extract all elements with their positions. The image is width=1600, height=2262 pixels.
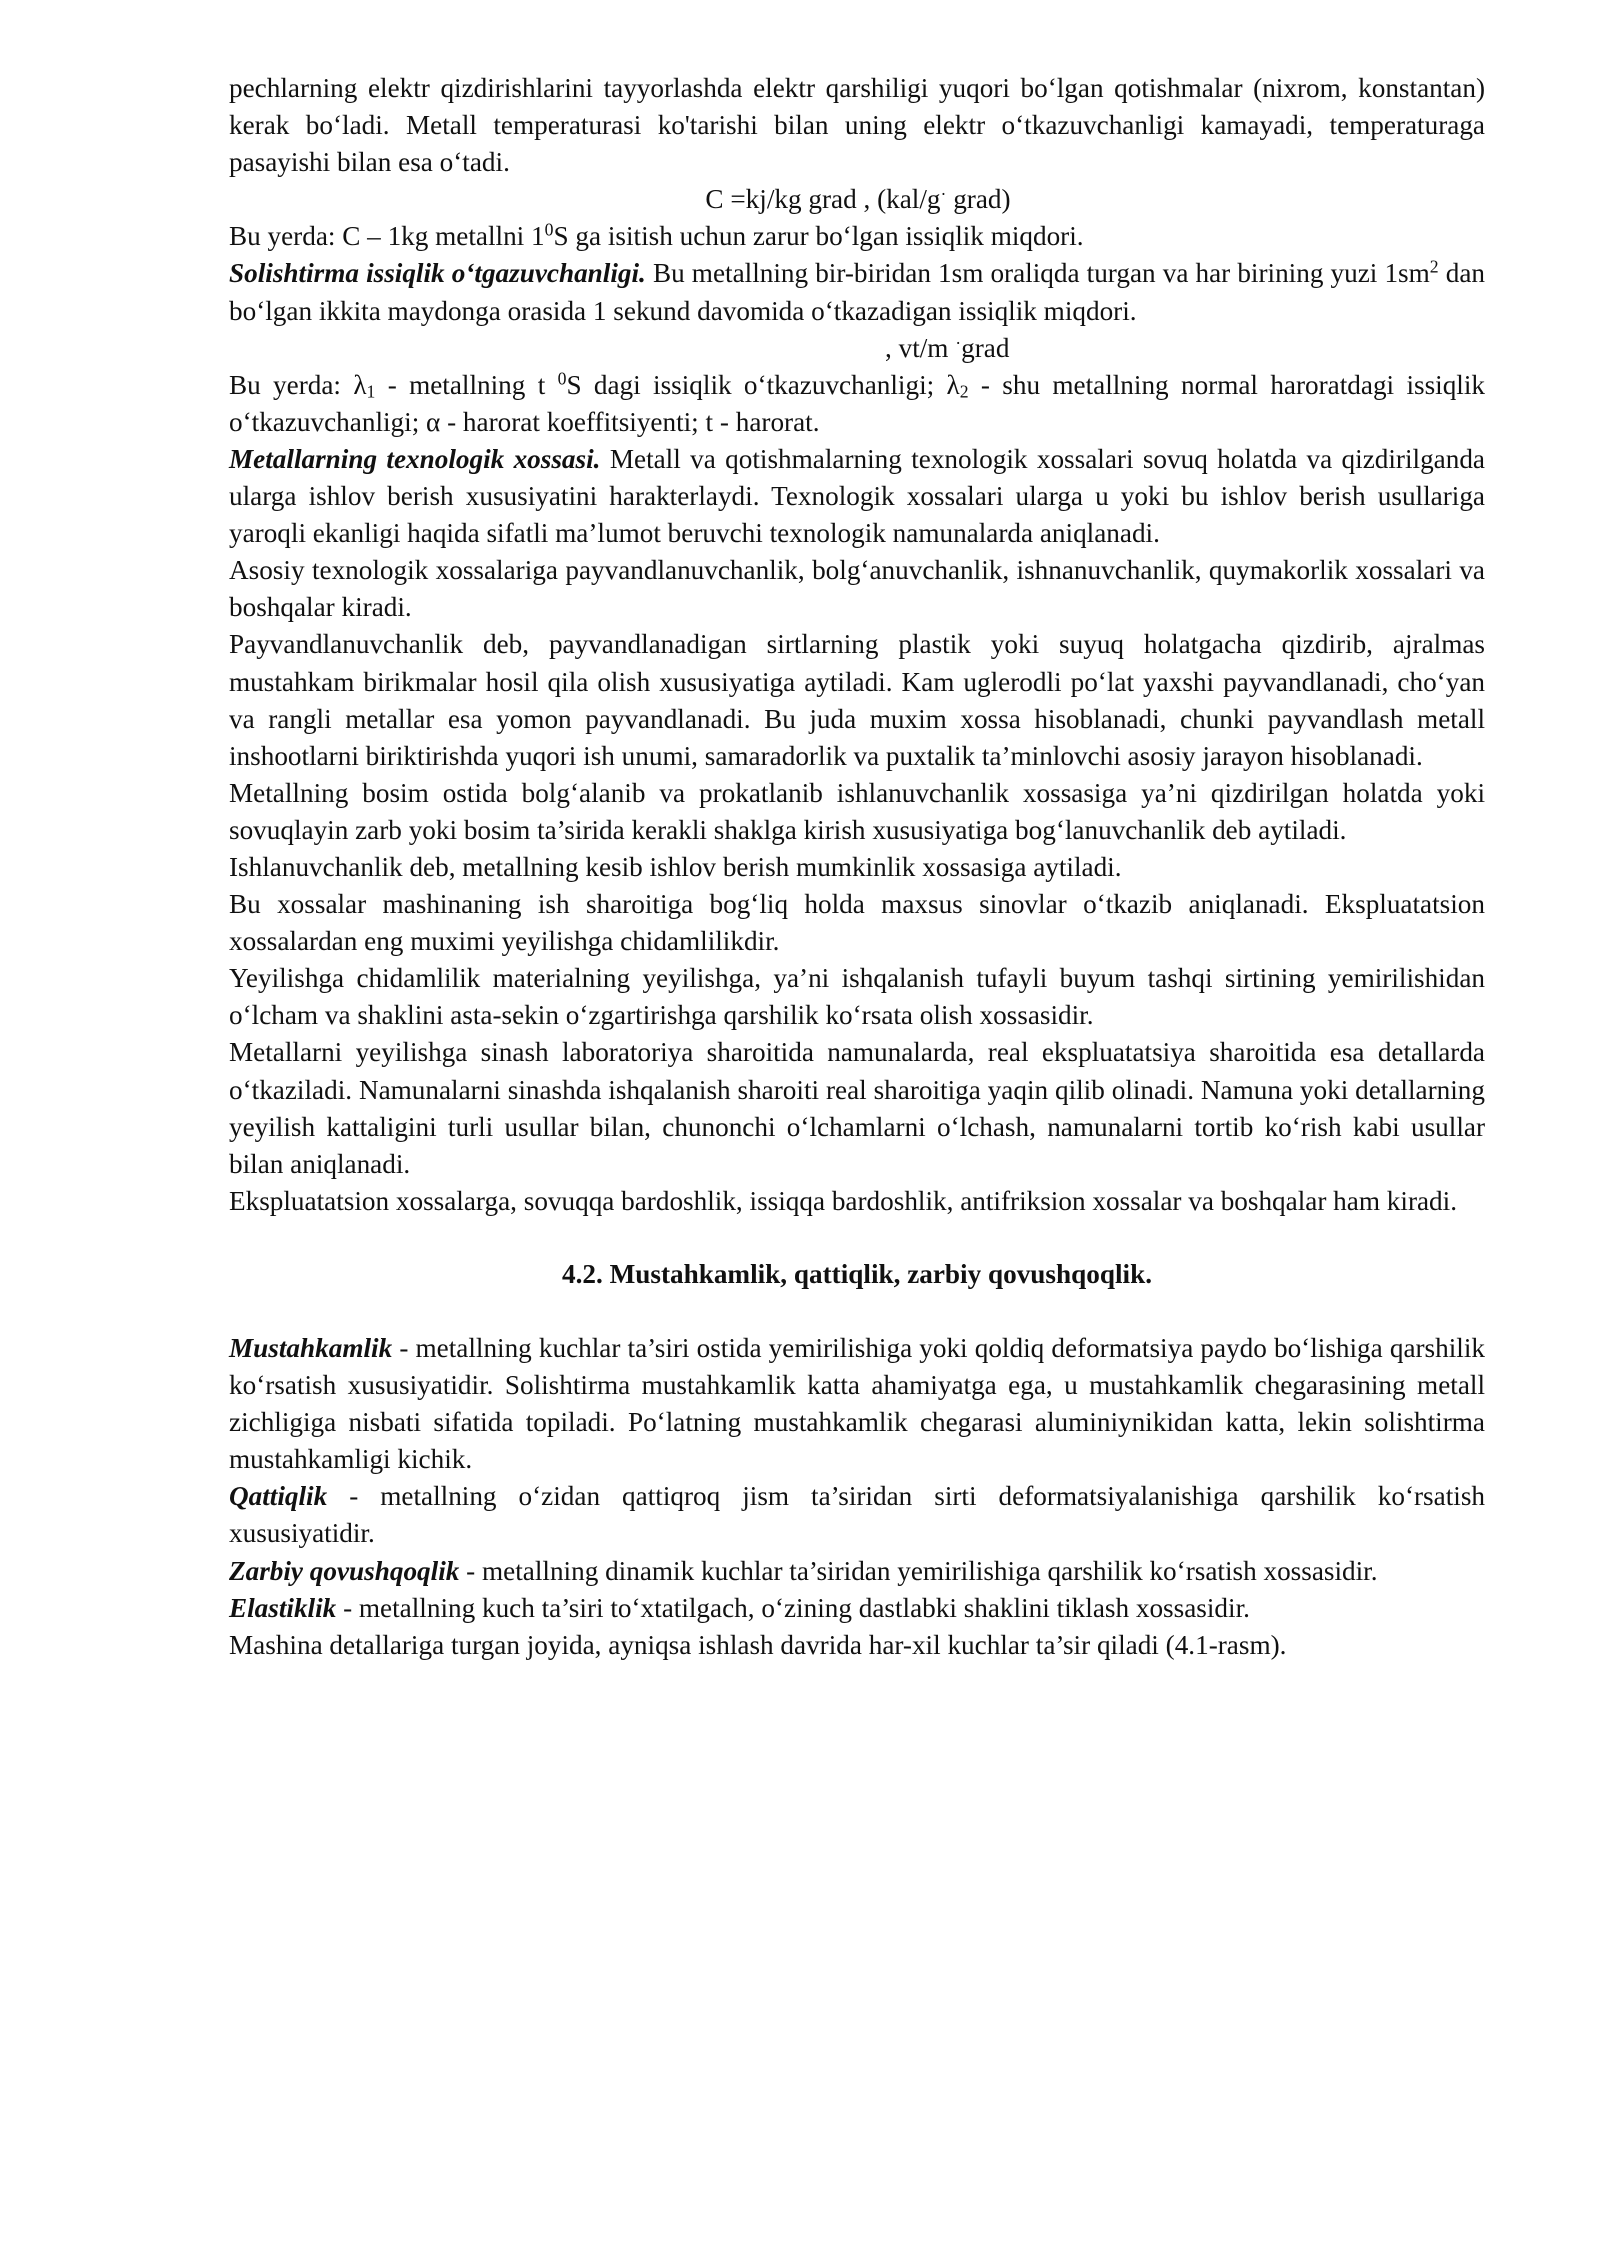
p4-sub-1: 1	[366, 381, 376, 402]
p4-sub-2: 2	[959, 381, 969, 402]
p14-text: - metallning kuchlar ta’siri ostida yemirilishiga yoki qoldiq deformatsiya paydo bo‘lishiga qarshilik ko‘rsatish xususiyatidir. Solishtirma mustahkamlik katta ahamiyatga ega, u mustahkamlik chegarasining metall zichligiga nisbati sifatida topiladi. Po‘latning mustahkamlik chegarasi aluminiynikidan katta, lekin solishtirma mustahkamligi kichik.	[229, 1333, 1485, 1475]
paragraph-technological-properties	[229, 441, 1485, 552]
paragraph-wear-resistance: Yeyilishga chidamlilik materialning yeyilishga, ya’ni ishqalanish tufayli buyum tashqi sirtining yemirilishidan o‘lcham va shaklini asta-sekin o‘zgartirishga qarshilik ko‘rsata olish xossasidir.	[229, 963, 1485, 1031]
p2-part-a: Bu yerda: C – 1kg metallni 1	[229, 221, 545, 252]
p4-part-c: S dagi issiqlik o‘tkazuvchanligi; λ	[566, 369, 960, 400]
paragraph-machine-details: Mashina detallariga turgan joyida, ayniqsa ishlash davrida har-xil kuchlar ta’sir qiladi (4.1-rasm).	[229, 1629, 1287, 1660]
p3-part-b: dan bo‘lgan ikkita maydonga orasida 1 sekund davomida o‘tkazadigan issiqlik miqdori.	[229, 258, 1485, 326]
paragraph-wear-testing: Metallarni yeyilishga sinash laboratoriya sharoitida namunalarda, real ekspluatatsiya sharoitida esa detallarda o‘tkaziladi. Namunalarni sinashda ishqalanish sharoiti real sharoitiga yaqin qilib olinadi. Namuna yoki detallarning yeyilish kattaligini turli usullar bilan, chunonchi o‘lchamlarni o‘lchash, namunalarni tortib ko‘rish kabi usullar bilan aniqlanadi.	[229, 1037, 1485, 1179]
p2-superscript: 0	[544, 219, 554, 240]
term-thermal-conductivity: Solishtirma issiqlik o‘tgazuvchanligi.	[229, 258, 646, 289]
paragraph-electrical-resistance: pechlarning elektr qizdirishlarini tayyorlashda elektr qarshiligi yuqori bo‘lgan qotishmalar (nixrom, konstantan) kerak bo‘ladi. Metall temperaturasi ko'tarishi bilan uning elektr o‘tkazuvchanligi kamayadi, temperaturaga pasayishi bilan esa o‘tadi.	[229, 73, 1485, 178]
term-strength: Mustahkamlik	[229, 1333, 393, 1363]
paragraph-main-technological-properties: Asosiy texnologik xossalariga payvandlanuvchanlik, bolg‘anuvchanlik, ishnanuvchanlik, quymakorlik xossalari va boshqalar kiradi.	[229, 555, 1485, 623]
section-heading: 4.2. Mustahkamlik, qattiqlik, zarbiy qovushqoqlik.	[562, 1258, 1152, 1289]
formula-specific-heat-dot: ·	[940, 184, 947, 205]
document-page	[229, 70, 1485, 1664]
formula-thermal-conductivity-units	[229, 330, 1485, 367]
p4-part-a: Bu yerda: λ	[229, 369, 367, 400]
paragraph-machinability: Ishlanuvchanlik deb, metallning kesib ishlov berish mumkinlik xossasiga aytiladi.	[229, 851, 1122, 882]
p17-text: - metallning kuch ta’siri to‘xtatilgach, o‘zining dastlabki shaklini tiklash xossasidir.	[336, 1592, 1250, 1623]
paragraph-specific-heat-definition	[229, 218, 1485, 255]
paragraph-forgeability: Metallning bosim ostida bolg‘alanib va prokatlanib ishlanuvchanlik xossasiga ya’ni qizdirilgan holatda yoki sovuqlayin zarb yoki bosim ta’sirida kerakli shaklga kirish xususiyatiga bog‘lanuvchanlik deb aytiladi.	[229, 777, 1485, 845]
paragraph-hardness	[229, 1478, 1485, 1552]
paragraph-lambda-definition	[229, 367, 1485, 441]
term-hardness: Qattiqlik	[229, 1481, 328, 1512]
paragraph-weldability: Payvandlanuvchanlik deb, payvandlanadigan sirtlarning plastik yoki suyuq holatgacha qizdirib, ajralmas mustahkam birikmalar hosil qila olish xususiyatiga aytiladi. Kam uglerodli po‘lat yaxshi payvandlanadi, cho‘yan va rangli metallar esa yomon payvandlanadi. Bu juda muxim xossa hisoblanadi, chunki payvandlash metall inshootlarni biriktirishda yuqori ish unumi, samaradorlik va puxtalik ta’minlovchi asosiy jarayon hisoblanadi.	[229, 629, 1485, 771]
p4-superscript: 0	[557, 368, 567, 389]
p2-part-b: S ga isitish uchun zarur bo‘lgan issiqlik miqdori.	[553, 221, 1084, 252]
formula2-part-b: grad	[961, 332, 1010, 363]
paragraph-strength	[229, 1330, 1485, 1478]
formula2-dot: ·	[955, 332, 962, 353]
p16-text: - metallning dinamik kuchlar ta’siridan yemirilishiga qarshilik ko‘rsatish xossasidir.	[459, 1555, 1378, 1586]
term-elasticity: Elastiklik	[229, 1592, 337, 1623]
formula-specific-heat	[229, 181, 1485, 218]
p5-text: Metall va qotishmalarning texnologik xossalari sovuq holatda va qizdirilganda ularga ishlov berish xususiyatini harakterlaydi. Texnologik xossalari ularga u yoki bu ishlov berish usullariga yaroqli ekanligi haqida sifatli ma’lumot beruvchi texnologik namunalarda aniqlanadi.	[229, 443, 1485, 549]
paragraph-operational-properties: Bu xossalar mashinaning ish sharoitiga bog‘liq holda maxsus sinovlar o‘tkazib aniqlanadi. Ekspluatatsion xossalardan eng muximi yeyilishga chidamlilikdir.	[229, 889, 1485, 957]
term-impact-toughness: Zarbiy qovushqoqlik	[229, 1555, 460, 1586]
paragraph-impact-toughness	[229, 1553, 1485, 1590]
paragraph-elasticity	[229, 1590, 1485, 1627]
p3-superscript: 2	[1429, 256, 1439, 277]
term-technological-properties: Metallarning texnologik xossasi.	[229, 443, 601, 474]
paragraph-other-operational-properties: Ekspluatatsion xossalarga, sovuqqa bardoshlik, issiqqa bardoshlik, antifriksion xossalar va boshqalar ham kiradi.	[229, 1185, 1458, 1216]
p4-part-b: - metallning t	[375, 369, 558, 400]
formula2-part-a: , vt/m	[885, 332, 956, 363]
paragraph-thermal-conductivity	[229, 255, 1485, 329]
p3-part-a: Bu metallning bir-biridan 1sm oraliqda turgan va har birining yuzi 1sm	[645, 258, 1430, 289]
formula-specific-heat-part-b: grad)	[946, 184, 1011, 215]
p15-text: - metallning o‘zidan qattiqroq jism ta’siridan sirti deformatsiyalanishiga qarshilik ko‘rsatish xususiyatidir.	[229, 1481, 1485, 1549]
p4-part-d: - shu metallning normal haroratdagi issiqlik o‘tkazuvchanligi; α - harorat koeffitsiyenti; t - harorat.	[229, 369, 1486, 437]
formula-specific-heat-part-a: C =kj/kg grad , (kal/g	[705, 184, 941, 215]
